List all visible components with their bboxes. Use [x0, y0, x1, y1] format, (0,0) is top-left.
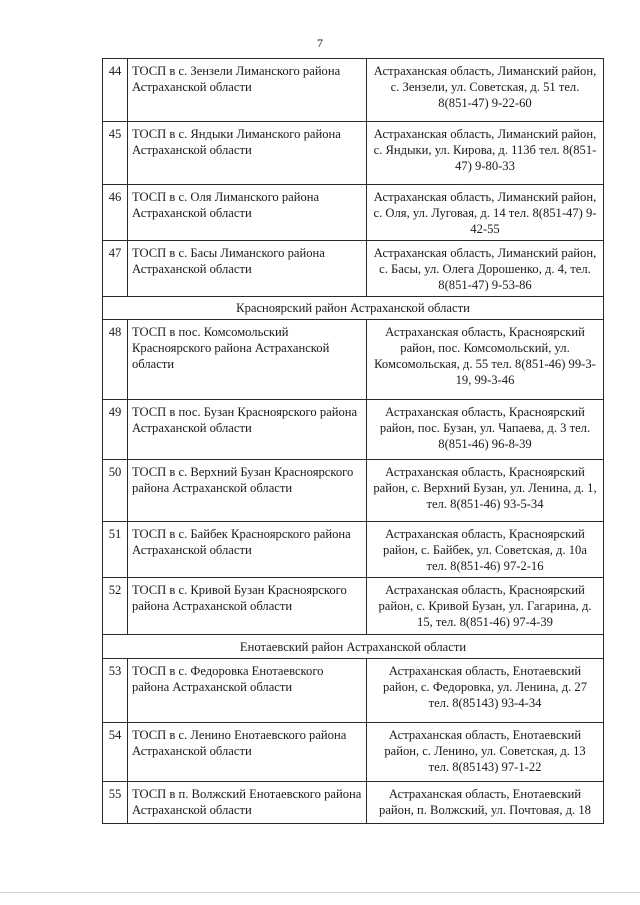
- row-number: 46: [103, 185, 128, 241]
- row-number: 54: [103, 723, 128, 782]
- table-row: [103, 241, 604, 297]
- office-address: Астраханская область, Лиманский район, с. Яндыки, ул. Кирова, д. 113б тел. 8(851-47) 9-80-33: [367, 122, 604, 185]
- office-name: ТОСП в с. Зензели Лиманского района Астраханской области: [128, 59, 367, 122]
- office-name: ТОСП в с. Басы Лиманского района Астраханской области: [128, 241, 367, 297]
- row-number: 52: [103, 578, 128, 635]
- office-name: ТОСП в с. Оля Лиманского района Астраханской области: [128, 185, 367, 241]
- page-number: 7: [317, 36, 323, 50]
- office-name: ТОСП в с. Федоровка Енотаевского района Астраханской области: [128, 659, 367, 723]
- office-address: Астраханская область, Лиманский район, с. Басы, ул. Олега Дорошенко, д. 4, тел. 8(851-47) 9-53-86: [367, 241, 604, 297]
- office-address: Астраханская область, Лиманский район, с. Оля, ул. Луговая, д. 14 тел. 8(851-47) 9-42-55: [367, 185, 604, 241]
- office-name: ТОСП в пос. Бузан Красноярского района Астраханской области: [128, 400, 367, 460]
- table-row: [103, 782, 604, 824]
- office-name: ТОСП в с. Яндыки Лиманского района Астраханской области: [128, 122, 367, 185]
- office-name: ТОСП в п. Волжский Енотаевского района Астраханской области: [128, 782, 367, 824]
- table-row: [103, 522, 604, 578]
- row-number: 48: [103, 320, 128, 400]
- office-name: ТОСП в с. Байбек Красноярского района Астраханской области: [128, 522, 367, 578]
- office-address: Астраханская область, Красноярский район, с. Верхний Бузан, ул. Ленина, д. 1, тел. 8(851-46) 93-5-34: [367, 460, 604, 522]
- office-name: ТОСП в пос. Комсомольский Красноярского района Астраханской области: [128, 320, 367, 400]
- table-row: [103, 578, 604, 635]
- office-name: ТОСП в с. Верхний Бузан Красноярского района Астраханской области: [128, 460, 367, 522]
- office-address: Астраханская область, Красноярский район, с. Кривой Бузан, ул. Гагарина, д. 15, тел. 8(851-46) 97-4-39: [367, 578, 604, 635]
- office-address: Астраханская область, Красноярский район, пос. Комсомольский, ул. Комсомольская, д. 55 тел. 8(851-46) 99-3-19, 99-3-46: [367, 320, 604, 400]
- bottom-rule: [0, 892, 640, 893]
- section-title: Енотаевский район Астраханской области: [103, 635, 604, 659]
- row-number: 51: [103, 522, 128, 578]
- office-name: ТОСП в с. Ленино Енотаевского района Астраханской области: [128, 723, 367, 782]
- table-row: [103, 185, 604, 241]
- section-title: Красноярский район Астраханской области: [103, 297, 604, 320]
- office-address: Астраханская область, Енотаевский район, п. Волжский, ул. Почтовая, д. 18: [367, 782, 604, 824]
- offices-table: [102, 58, 604, 824]
- office-address: Астраханская область, Енотаевский район, с. Федоровка, ул. Ленина, д. 27 тел. 8(85143) 93-4-34: [367, 659, 604, 723]
- table-row: [103, 59, 604, 122]
- office-address: Астраханская область, Енотаевский район, с. Ленино, ул. Советская, д. 13 тел. 8(85143) 97-1-22: [367, 723, 604, 782]
- table-row: [103, 723, 604, 782]
- row-number: 50: [103, 460, 128, 522]
- section-header-row: [103, 635, 604, 659]
- table-row: [103, 659, 604, 723]
- table-row: [103, 460, 604, 522]
- office-name: ТОСП в с. Кривой Бузан Красноярского района Астраханской области: [128, 578, 367, 635]
- table-row: [103, 400, 604, 460]
- row-number: 53: [103, 659, 128, 723]
- office-address: Астраханская область, Красноярский район, пос. Бузан, ул. Чапаева, д. 3 тел. 8(851-46) 96-8-39: [367, 400, 604, 460]
- row-number: 47: [103, 241, 128, 297]
- table-body: [103, 59, 604, 824]
- row-number: 49: [103, 400, 128, 460]
- row-number: 45: [103, 122, 128, 185]
- table-row: [103, 122, 604, 185]
- office-address: Астраханская область, Красноярский район, с. Байбек, ул. Советская, д. 10а тел. 8(851-46) 97-2-16: [367, 522, 604, 578]
- table-row: [103, 320, 604, 400]
- row-number: 55: [103, 782, 128, 824]
- row-number: 44: [103, 59, 128, 122]
- office-address: Астраханская область, Лиманский район, с. Зензели, ул. Советская, д. 51 тел. 8(851-47) 9-22-60: [367, 59, 604, 122]
- section-header-row: [103, 297, 604, 320]
